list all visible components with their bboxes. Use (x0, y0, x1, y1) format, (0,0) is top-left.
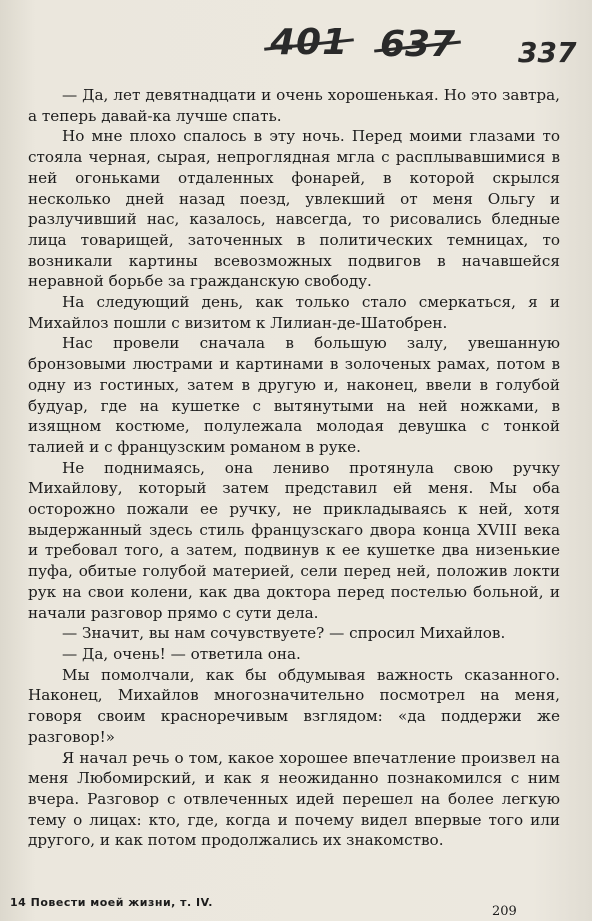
paragraph: Не поднимаясь, она лениво протянула свою ручку Михайлову, который затем представил ей меня. Мы оба осторожно пожали ее ручку, не прикладываясь к ней, хотя выдержанный здесь стиль французскаго двора конца XVIII века и требовал того, а затем, подвинув к ее кушетке два низенькие пуфа, обитые голубой материей, сели перед ней, положив локти рук на свои колени, как два доктора перед постелью больной, и начали разговор прямо с сути дела. (28, 458, 560, 622)
paragraph: — Да, очень! — ответила она. (62, 644, 301, 663)
paragraph: Но мне плохо спалось в эту ночь. Перед моими глазами то стояла черная, сырая, непроглядная мгла с расплывавшимися в ней огоньками отдаленных фонарей, в которой скрылся несколько дней назад поезд, увлекший от меня Ольгу и разлучивший нас, казалось, навсегда, то рисовались бледные лица товарищей, заточенных в политических темницах, то возникали картины всевозможных подвигов в начавшейся неравной борьбе за гражданскую свободу. (28, 127, 560, 291)
paragraph: На следующий день, как только стало смеркаться, я и Михайлоз пошли с визитом к Лилиан-де-Шатобрен. (28, 293, 560, 332)
handwritten-page-number: 337 (518, 36, 577, 69)
paragraph: — Значит, вы нам сочувствуете? — спросил Михайлов. (62, 624, 506, 643)
handwritten-crossed-number-1: 401 (270, 22, 349, 63)
body-text (28, 85, 560, 851)
handwritten-crossed-number-2: 637 (380, 24, 456, 65)
page-number: 209 (492, 904, 517, 919)
paragraph: — Да, лет девятнадцати и очень хорошенькая. Но это завтра, а теперь давай-ка лучше спать. (28, 86, 560, 125)
printer-signature: 14 Повести моей жизни, т. IV. (10, 896, 213, 909)
paragraph: Мы помолчали, как бы обдумывая важность сказанного. Наконец, Михайлов многозначительно посмотрел на меня, говоря своим красноречивым взглядом: «да поддержи же разговор!» (28, 665, 560, 746)
paragraph: Нас провели сначала в большую залу, увешанную бронзовыми люстрами и картинами в золоченых рамах, потом в одну из гостиных, затем в другую и, наконец, ввели в голубой будуар, где на кушетке с вытянутыми на ней ножками, в изящном костюме, полулежала молодая девушка с тонкой талией и с французским романом в руке. (28, 334, 560, 456)
paragraph: Я начал речь о том, какое хорошее впечатление произвел на меня Любомирский, и как я неожиданно познакомился с ним вчера. Разговор с отвлеченных идей перешел на более легкую тему о лицах: кто, где, когда и почему видел впервые того или другого, и как потом продолжались их знакомство. (28, 748, 560, 850)
